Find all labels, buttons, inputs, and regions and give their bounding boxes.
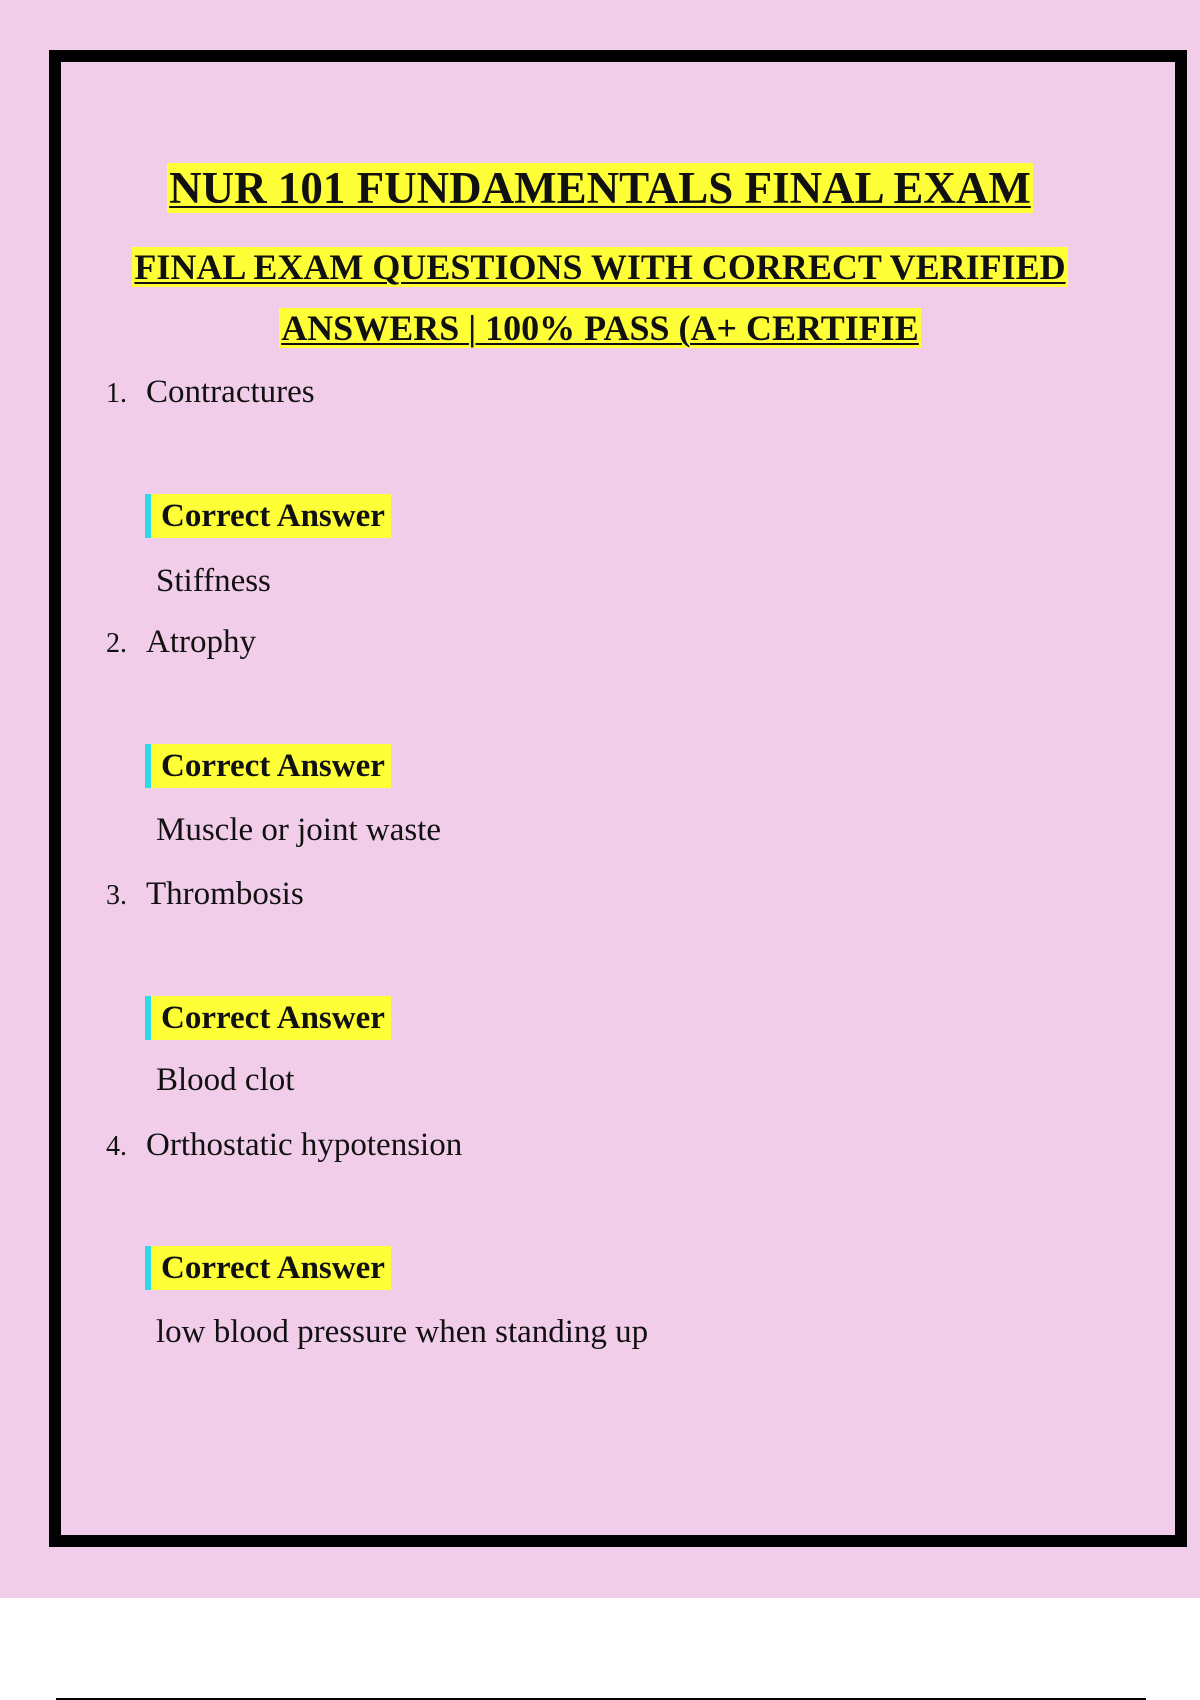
correct-answer-label: Correct Answer [145,494,391,538]
document-title: NUR 101 FUNDAMENTALS FINAL EXAM [169,163,1031,213]
question-item [106,874,304,916]
answer-text: Blood clot [156,1062,295,1098]
document-title-line [0,160,1200,216]
question-term: Atrophy [146,624,256,660]
question-number: 2. [106,628,127,659]
question-number: 4. [106,1131,127,1162]
document-subtitle-part-1: FINAL EXAM QUESTIONS WITH CORRECT VERIFIED [134,247,1066,287]
question-number: 1. [106,378,127,409]
document-subtitle-part-2: ANSWERS | 100% PASS (A+ CERTIFIE [281,308,919,348]
answer-text: low blood pressure when standing up [156,1314,649,1350]
question-term: Orthostatic hypotension [146,1127,463,1163]
answer-text: Stiffness [156,563,271,599]
question-item [106,372,315,414]
question-item [106,622,256,664]
question-number: 3. [106,880,127,911]
question-item [106,1125,462,1167]
answer-text: Muscle or joint waste [156,812,442,848]
correct-answer-label: Correct Answer [145,744,391,788]
correct-answer-label: Correct Answer [145,1246,391,1290]
document-subtitle-line-2 [0,305,1200,351]
document-subtitle-line-1 [0,244,1200,290]
question-term: Thrombosis [146,876,304,912]
question-term: Contractures [146,374,315,410]
correct-answer-label: Correct Answer [145,996,391,1040]
